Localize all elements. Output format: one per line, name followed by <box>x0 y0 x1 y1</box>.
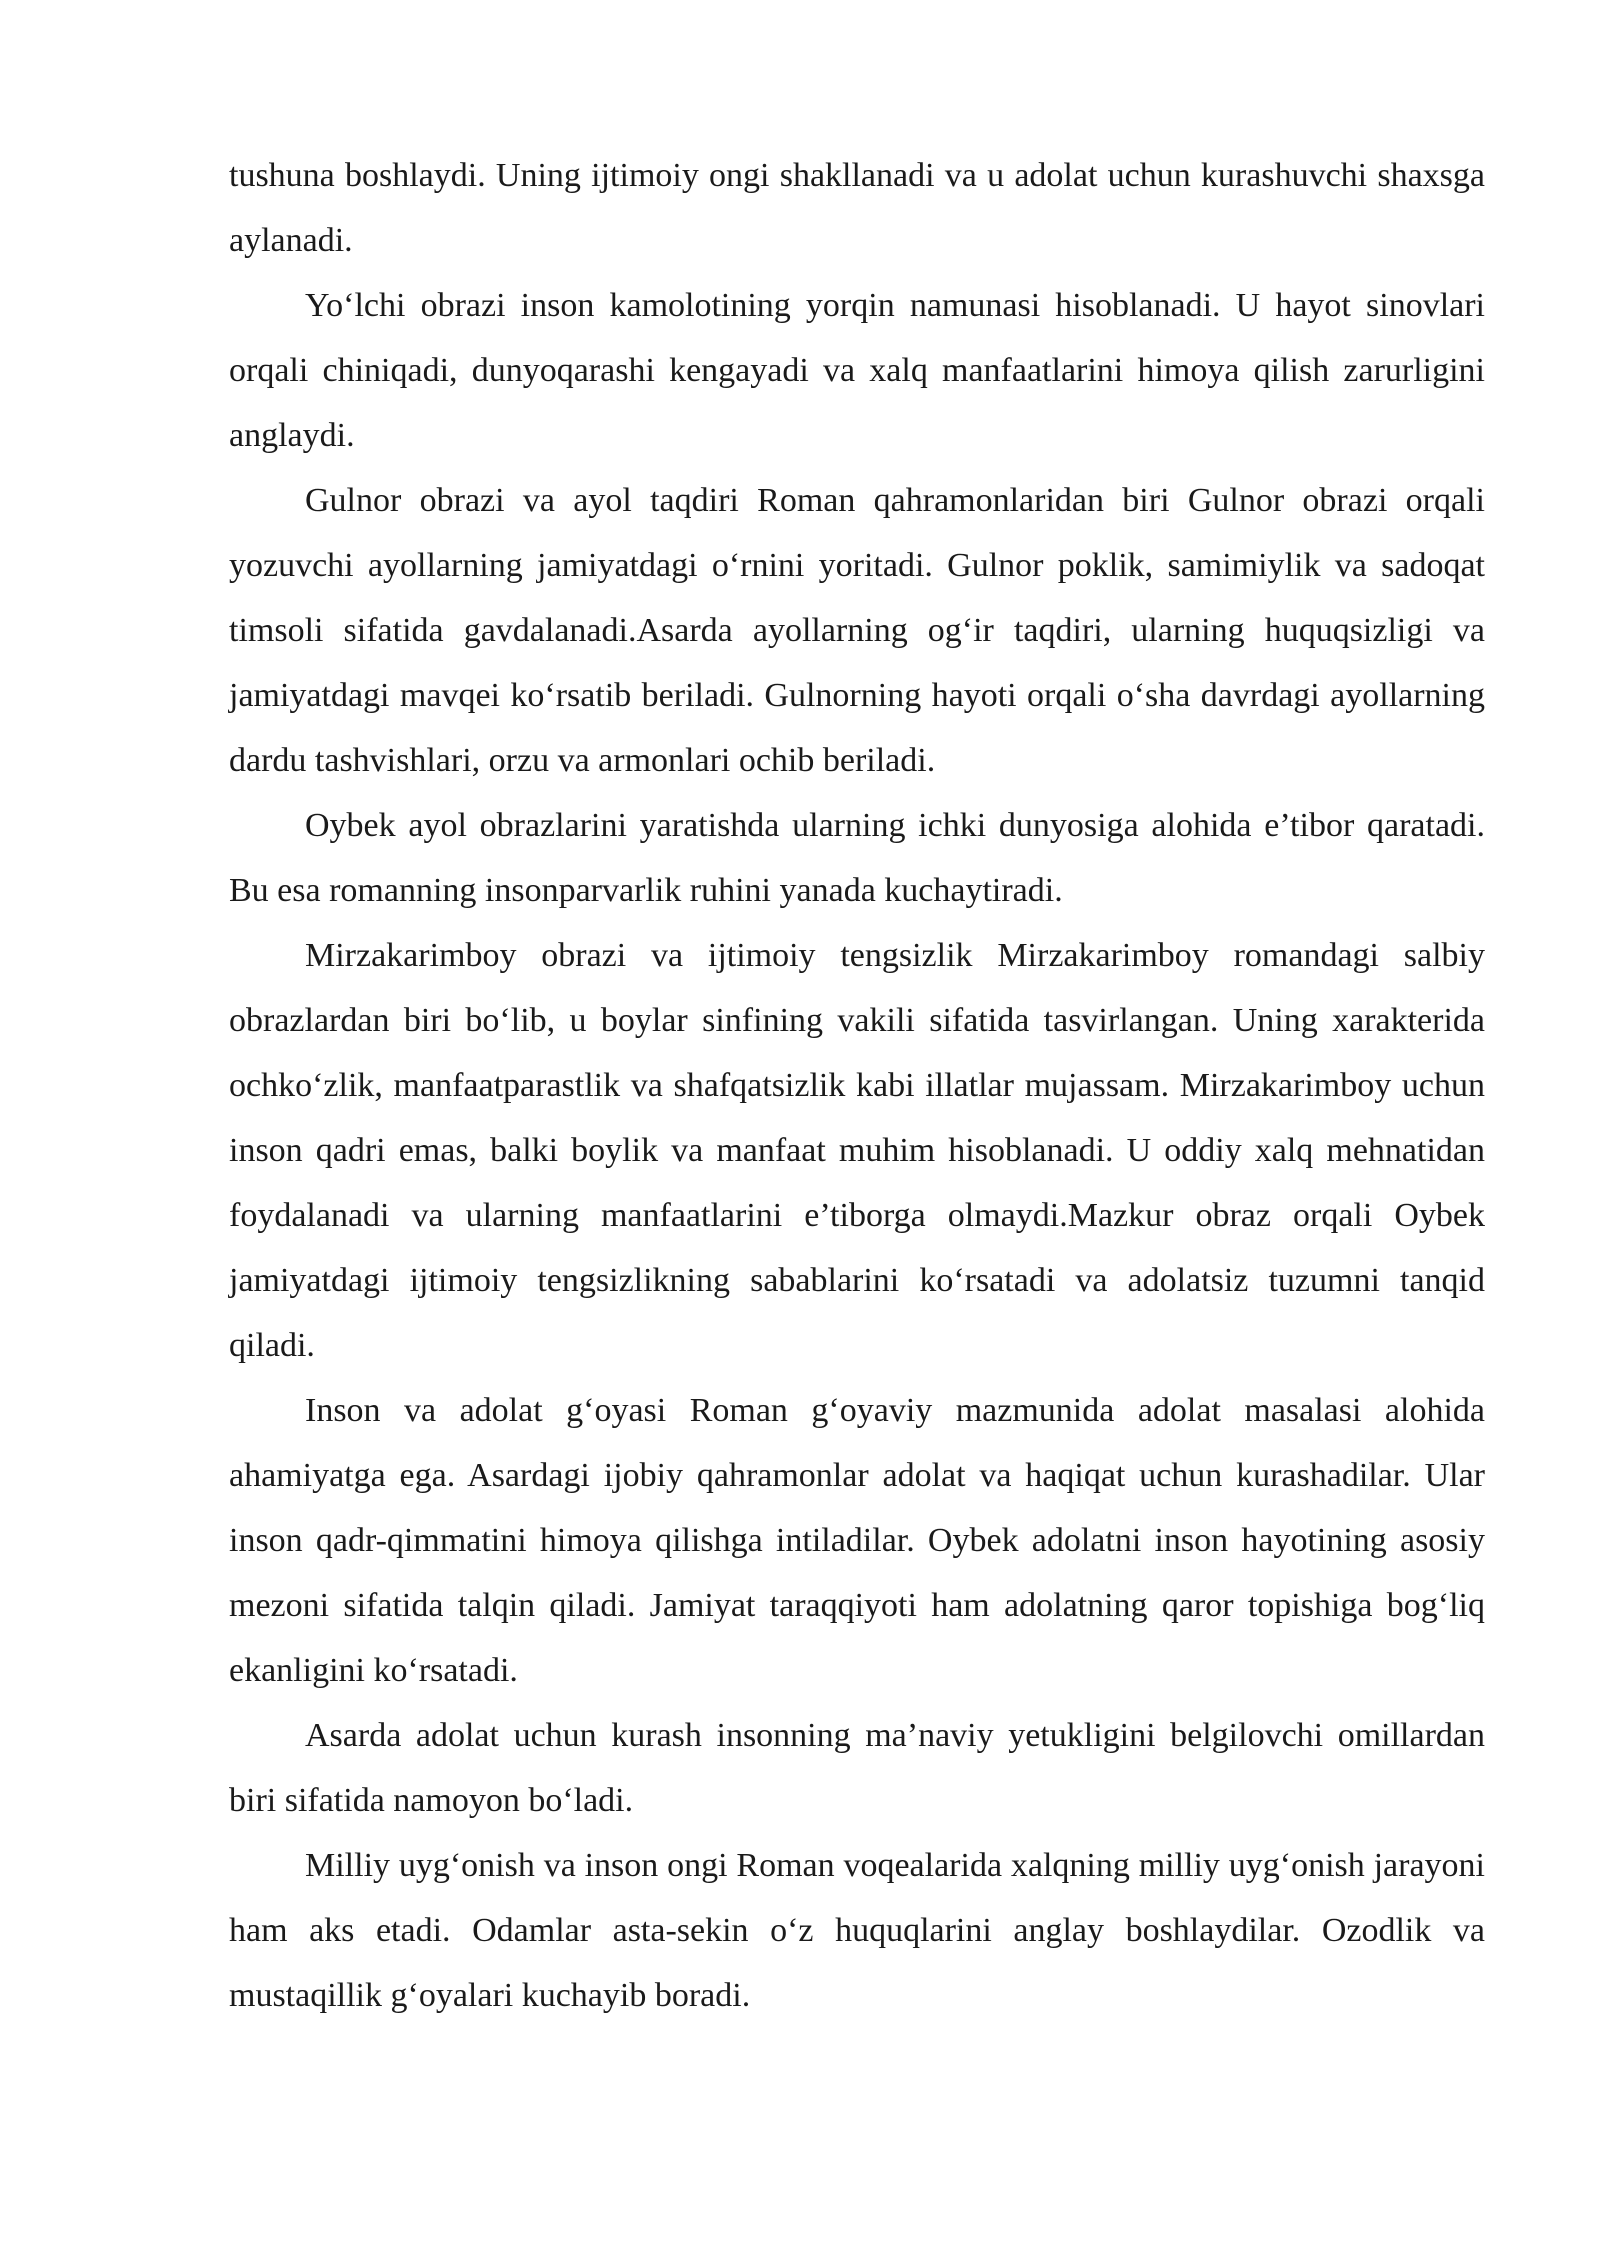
paragraph-justice: Inson va adolat g‘oyasi Roman g‘oyaviy mazmunida adolat masalasi alohida ahamiyatga ega. Asardagi ijobiy qahramonlar adolat va haqiqat uchun kurashadilar. Ular inson qadr-qimmatini himoya qilishga intiladilar. Oybek adolatni inson hayotining asosiy mezoni sifatida talqin qiladi. Jamiyat taraqqiyoti ham adolatning qaror topishiga bog‘liq ekanligini ko‘rsatadi. <box>229 1392 1485 1689</box>
paragraph-continuation: tushuna boshlaydi. Uning ijtimoiy ongi shakllanadi va u adolat uchun kurashuvchi shaxsga aylanadi. <box>229 157 1485 259</box>
paragraph-mirzakarimboy: Mirzakarimboy obrazi va ijtimoiy tengsizlik Mirzakarimboy romandagi salbiy obrazlardan biri bo‘lib, u boylar sinfining vakili sifatida tasvirlangan. Uning xarakterida ochko‘zlik, manfaatparastlik va shafqatsizlik kabi illatlar mujassam. Mirzakarimboy uchun inson qadri emas, balki boylik va manfaat muhim hisoblanadi. U oddiy xalq mehnatidan foydalanadi va ularning manfaatlarini e’tiborga olmaydi.Mazkur obraz orqali Oybek jamiyatdagi ijtimoiy tengsizlikning sabablarini ko‘rsatadi va adolatsiz tuzumni tanqid qiladi. <box>229 937 1485 1364</box>
paragraph-yolchi: Yo‘lchi obrazi inson kamolotining yorqin namunasi hisoblanadi. U hayot sinovlari orqali chiniqadi, dunyoqarashi kengayadi va xalq manfaatlarini himoya qilish zarurligini anglaydi. <box>229 287 1485 454</box>
paragraph-awakening: Milliy uyg‘onish va inson ongi Roman voqealarida xalqning milliy uyg‘onish jarayoni ham aks etadi. Odamlar asta-sekin o‘z huquqlarini anglay boshlaydilar. Ozodlik va mustaqillik g‘oyalari kuchayib boradi. <box>229 1847 1485 2014</box>
paragraph-gulnor: Gulnor obrazi va ayol taqdiri Roman qahramonlaridan biri Gulnor obrazi orqali yozuvchi ayollarning jamiyatdagi o‘rnini yoritadi. Gulnor poklik, samimiylik va sadoqat timsoli sifatida gavdalanadi.Asarda ayollarning og‘ir taqdiri, ularning huquqsizligi va jamiyatdagi mavqei ko‘rsatib beriladi. Gulnorning hayoti orqali o‘sha davrdagi ayollarning dardu tashvishlari, orzu va armonlari ochib beriladi. <box>229 482 1485 779</box>
paragraph-struggle: Asarda adolat uchun kurash insonning ma’naviy yetukligini belgilovchi omillardan biri sifatida namoyon bo‘ladi. <box>229 1717 1485 1819</box>
document-body <box>229 143 1485 2028</box>
paragraph-oybek-women: Oybek ayol obrazlarini yaratishda ularning ichki dunyosiga alohida e’tibor qaratadi. Bu esa romanning insonparvarlik ruhini yanada kuchaytiradi. <box>229 807 1485 909</box>
